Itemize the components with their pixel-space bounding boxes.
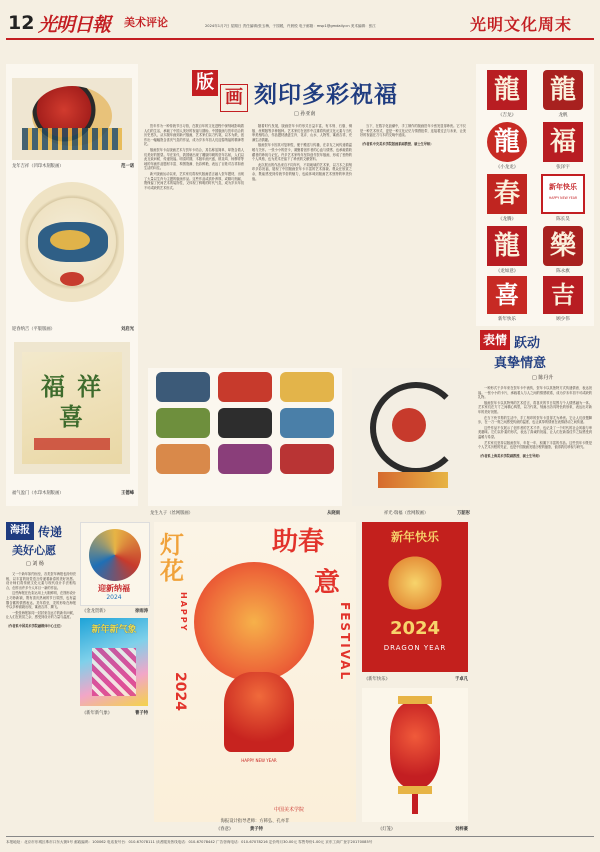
page-header [0,0,600,44]
artwork-swirl [352,368,470,506]
papercut-banner [541,174,585,214]
paragraph: 当下，在数字化浪潮中，手工制作的版画贺年卡愈发显得珍贵。它不仅是一种艺术形式，更是一种文化记忆与情感纽带，连接着过去与未来，让美好的祝福在刀与木的交响中延续。 [360,124,466,138]
artwork-dragon-1 [12,78,132,160]
section-title: 美术评论 [124,16,168,29]
papercut-art: 吉 [543,276,583,314]
grid-caption: 陈长昊 [556,217,570,222]
paragraph: 这些海报在色彩运用上大胆鲜明，在图形设计上巧妙新颖，既有喜庆热闹的节日氛围，也有温馨含蓄的情感表达。龙年将至，龙的形象在海报中以多种面貌出现，寓意吉祥、腾飞。 [6,591,76,610]
paragraph: 艺术家们坚持以版画贺年，年复一年，积累下丰富的作品。这些贺年卡既是个人艺术历程的见证，也是中国版画发展历程的缩影，值得我们珍视与研究。 [478,440,592,450]
caption-author: 万韶彤 [457,511,470,516]
page-number: 12 [8,12,35,34]
paragraph: 一种形式于多年来在贺年卡中流传，贺年卡以其独特方式传递情意、表达祝福。一张小小的卡片，承载着人与人之间的情感联系，成为岁末年初不可或缺的礼物。 [478,386,592,400]
side-article-body [478,386,592,826]
grid-cell [538,226,588,276]
grid-cell [538,174,588,224]
poster-golden-dragon [80,522,150,606]
paragraph: 在当下快节奏的生活中，手工刻印的贺年卡显得尤为珍贵。它让人们放慢脚步，在一刀一刻之间感受传统的温度，也让真挚的情意在表情跃动之间传递。 [478,415,592,425]
header-rule [6,38,594,40]
caption-title: 迎春纳吉（平版版画） [12,327,55,332]
papercut-art: 龍 [543,70,583,110]
poster-note: HAPPY NEW YEAR [241,758,277,763]
banner-title: 新年快乐 [549,182,577,191]
poster-text: 新年新气象 [91,625,137,635]
poster-word-e: 意 [314,568,341,598]
title-glyph-1: 版 [192,70,218,96]
artwork-nine-dragons [148,368,342,506]
grid-caption: 顾少伟 [556,317,570,322]
grid-caption: 陈永旗 [556,269,570,274]
poster-text: 新年快乐 [390,530,439,544]
main-article [144,64,469,364]
article-column-1 [144,124,244,364]
author-note: （作者系上海美术学院副教授、硕士生导师） [478,453,542,458]
left-column [6,64,138,506]
paragraph: 版画贺年卡由版画艺术与贺年卡结合，其名称虽简单，却饱含着人们美好的愿望。早在宋代，我国就出现了雕版印刷的贺年名帖，人们以此互致问候、传递祝福。明清时期，木版年画兴盛，桃花坞、杨柳青等地的年画作品题材丰富、构图饱满、色彩鲜艳，表达了百姓对吉祥如意生活的向往。 [144,147,244,171]
side-title-glyph: 表情 [480,330,510,350]
grid-cell [482,174,532,224]
article-title: 刻印多彩祝福 [254,81,398,108]
caption-title: 龙年吉祥（凹印木刻版画） [12,164,64,169]
caption-title: 龙生九子（丝网版画） [150,511,193,516]
grid-cell [538,276,588,326]
paragraph: 版画贺年卡以其特殊的艺术语言，将喜庆的节日氛围与个人情感融为一体。艺术家们在方寸之间精心构思，以刀代笔，刻画出各具特色的形象，表达出对新年的美好祝愿。 [478,400,592,414]
paragraph: 随着时代发展，版画贺年卡的形式日益丰富，有木刻、石版、铜版、丝网版等多种版种。艺术家们在创作中注重将传统文化元素与当代审美相结合，作品题材涵盖生肖、花卉、山水、人物等，寓意吉祥，充满生活情趣。 [252,124,352,142]
caption-author: 从晓雨 [327,511,340,516]
poster-text: 迎新纳福 [98,583,130,593]
caption-author: 刘梓豪 [455,827,468,832]
haibao-title-glyph: 海报 [6,522,34,540]
poster-word-a: 灯花 [160,530,184,585]
caption-author: 黄子特 [250,827,263,832]
article-column-2 [252,124,352,364]
caption-author: 刘启光 [121,327,134,332]
caption-title: 《春意》 [216,827,234,832]
artwork-dragon-2 [20,182,124,302]
caption-author: 于卓凡 [455,677,468,682]
paragraph: 贺年作为一种传统节日习俗，在数百年的文化进程中深刻地影响着人们的生活，承载了中国人美好的祝福与期盼。中国版画与贺年结合的历史悠久，从木版年画到新兴版画，艺术家们以刀代笔，以木为纸，创作出一幅幅饱含喜庆气息的作品，成为岁末年初人们迎春纳福的精神寄托。 [144,124,244,147]
grid-caption: 《小龙龙》 [495,165,519,170]
paragraph: 又一个新年如约而至，各类贺年海报也纷纷亮相，以丰富的视觉语言传递着新春的美好祝愿。设计师们将传统文化元素与现代设计手法相结合，创作出许多令人耳目一新的作品。 [6,572,76,590]
haibao-title-2: 美好心愿 [12,544,56,557]
poster-year: 2024 [106,594,122,601]
paragraph: 这些作品不仅展示了创作者的艺术才华，也记录了一个时代的社会风貌与审美趣味。它们以朴素的形式，表达了真诚的祝福，让人们在新春佳节之际感受到温暖与希望。 [478,425,592,439]
header-meta: 2024年1月7日 星期日 责任编辑/张玉梅，于园媛，许晨悦 电子邮箱：msp1@gmdaily.cn 美术编辑：张江 [205,24,376,28]
papercut-art: 龍 [487,70,527,110]
paragraph: 此次展出的作品来自不同年代、不同地域的艺术家，以刀木之韵刻印多彩祝福，展现了中国版画贺年卡丰富的艺术面貌。观众在欣赏之余，既能感受到传统节俗的魅力，也能体味到版画艺术独特的审美价值。 [252,162,352,181]
footer-rule [6,836,594,837]
grid-cell [538,70,588,120]
poster-subtitle: DRAGON YEAR [383,644,447,652]
caption-title: 《新年快乐》 [364,677,390,682]
caption-title: 福气盈门（水印木刻版画） [12,491,64,496]
grid-caption: 《龙腾》 [498,217,516,222]
haibao-title-1: 传递 [38,525,63,539]
right-grid [476,64,594,326]
paragraph: 版画贺年卡因其可复制性，便于赠送与传播，在亲友之间传递着温暖与关怀。一张小小的贺卡，凝聚着创作者的心血与情感，也承载着收藏者的珍视与记忆。许多艺术家每年坚持创作贺年版画，形成了独特的个人风格，也为美术史留下了珍贵的文献资料。 [252,143,352,162]
author-note: （作者系中央美术学院版画系副教授、硕士生导师） [360,141,434,146]
grid-caption: 《龙如意》 [495,269,519,274]
caption-author: 曹子特 [135,711,148,716]
caption-author: 徐雨涛 [135,609,148,614]
grid-cell [482,122,532,172]
poster-word-f: FESTIVAL [338,602,352,682]
paragraph: 新兴版画运动以来，艺术家们将现代版画语言融入贺年题材，出现了大量以生肖为主题的版画作品。这些作品或质朴浑厚，或精巧细腻，既保留了民间艺术的装饰性，又体现了鲜明的时代气息，成为岁末年初不可或缺的艺术形式。 [144,171,244,190]
poster-year: 2024 [389,618,441,639]
poster-word-c: 2024 [172,672,188,711]
poster-dragon-year [362,522,468,672]
caption-author: 王德峰 [121,491,134,496]
grid-cell [482,276,532,326]
author-byline: □ 陈丹升 [532,375,554,381]
caption-title: 《灯笼》 [378,827,396,832]
banner-subtitle: HAPPY NEW YEAR [548,196,578,200]
side-article [476,330,594,836]
papercut-art: 春 [487,174,527,214]
grid-cell [482,226,532,276]
grid-caption: 张泽宇 [556,165,570,170]
article-column-3 [360,124,466,364]
poster-footer: 中国美术学院 [274,807,305,813]
caption-author: 范一诺 [121,164,134,169]
poster-new-year [80,618,148,706]
caption-title: 《金龙贺新》 [82,609,108,614]
papercut-art: 龍 [487,226,527,266]
haibao-article [6,520,76,836]
grid-caption: 《吉龙》 [498,113,516,118]
poster-word-d: 助春 [272,527,325,557]
side-title-1: 跃动 [514,336,541,351]
papercut-art: 喜 [487,276,527,314]
grid-caption: 龙帆 [558,113,568,118]
newspaper-logo: 光明日報 [38,14,111,36]
footer-info: 本报地址：北京市东城区珠市口东大街5号 邮政编码：100062 电话查号台：010-67078111 读者服务热线电话：010-67078442 广告咨询电话：010-67078216 定价每月30.00元 零售每份1.00元 京东工商广登字20170085号 [6,840,373,844]
poster-spring-festival [154,522,356,822]
grid-caption: 新年快乐 [498,317,516,322]
caption-title: 《新年新气象》 [82,711,113,716]
papercut-art: 樂 [543,226,583,266]
title-block [192,70,472,114]
grid-cell [538,122,588,172]
poster-lantern [362,688,468,822]
papercut-art: 龍 [487,122,527,162]
caption-title: 祥光·瑞福（丝网版画） [384,511,429,516]
paragraph: 一张张海报如同一封封来自远方的新年问候，让人们在欣赏之余，感受到设计的力量与温度。 [6,610,76,620]
author-byline: □ 刘 杨 [26,561,44,567]
poster-word-b: HAPPY [179,592,188,633]
grid-cell [482,70,532,120]
papercut-art: 福 [543,122,583,162]
author-byline: □ 孙亚南 [294,111,316,117]
author-note: （作者系中国美术学院融媒体中心主任） [6,623,64,628]
title-glyph-2: 画 [220,84,248,112]
weekly-title: 光明文化周末 [470,15,573,34]
artwork-lettering: 福 祥 喜 [40,372,104,431]
side-title-2: 真挚情意 [494,356,547,371]
haibao-body [6,572,76,834]
artwork-calligraphy [14,342,130,474]
poster-credit: 海报设计指导老师：方韩弘、孔亦非 [220,819,290,824]
